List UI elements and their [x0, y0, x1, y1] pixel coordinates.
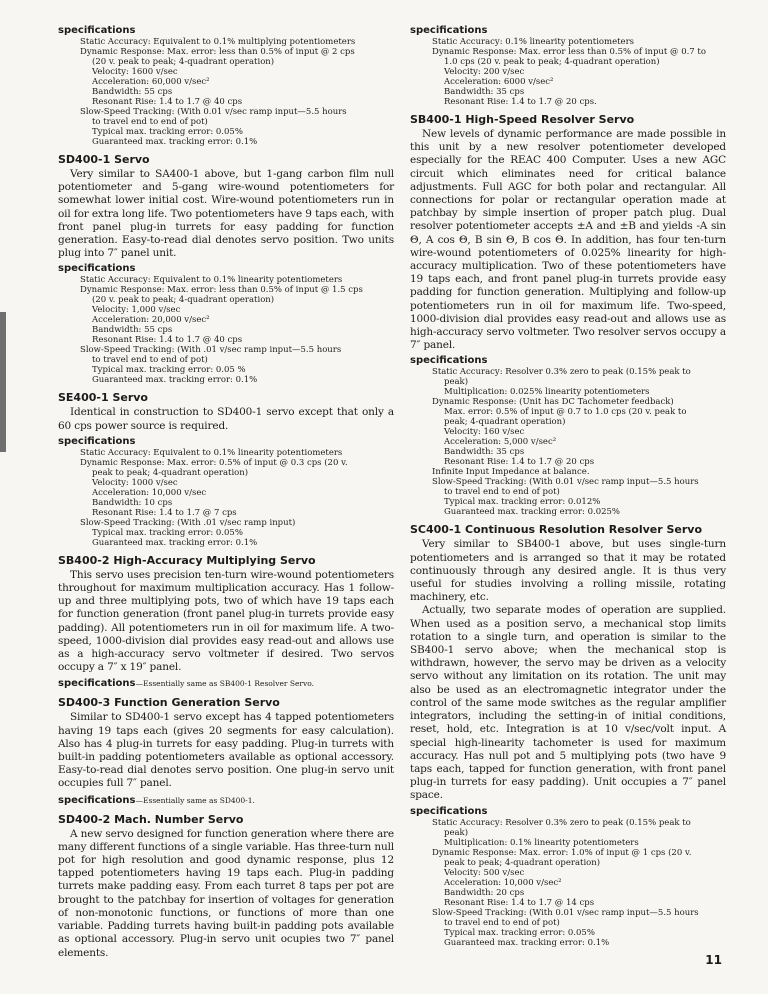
specifications-heading: specifications — [58, 435, 136, 447]
spec-line: to travel end to end of pot) — [444, 917, 560, 928]
spec-line: Static Accuracy: Resolver 0.3% zero to peak (0.15% peak to — [432, 367, 691, 378]
spec-line: Static Accuracy: Equivalent to 0.1% linearity potentiometers — [80, 275, 343, 286]
spec-line: Typical max. tracking error: 0.05 % — [92, 365, 246, 376]
spec-line: Bandwidth: 55 cps — [92, 87, 173, 97]
page-edge-tab — [0, 312, 6, 452]
spec-reference — [58, 677, 394, 690]
spec-line: Bandwidth: 10 cps — [92, 497, 173, 508]
spec-line: to travel end to end of pot) — [92, 117, 208, 127]
section-description: Similar to SD400-1 servo except has 4 tapped potentiometers having 19 taps each (gives 20 segments for easy calculation). Also has 4 plug-in turrets for easy padding. Plug-in turrets with built-in padding potentiometers available as optional accessory. Easy-to-read dial denotes servo position. One plug-in servo unit occupies full 7″ panel. — [58, 711, 394, 790]
spec-line: Resonant Rise: 1.4 to 1.7 @ 20 cps — [444, 457, 595, 468]
spec-line: Slow-Speed Tracking: (With .01 v/sec ramp input—5.5 hours — [80, 345, 342, 356]
spec-line: Dynamic Response: Max. error less than 0.5% of input @ 0.7 to — [432, 47, 706, 57]
spec-line: Static Accuracy: 0.1% linearity potentiometers — [432, 37, 634, 47]
spec-line: Bandwidth: 35 cps — [444, 87, 525, 97]
section-description: Identical in construction to SD400-1 servo except that only a 60 cps power source is required. — [58, 406, 394, 432]
specifications-heading: specifications — [410, 805, 488, 817]
spec-line: Acceleration: 10,000 v/sec — [92, 487, 207, 498]
spec-line: Guaranteed max. tracking error: 0.1% — [92, 537, 258, 548]
specifications-heading: specifications — [410, 355, 488, 367]
spec-line: Acceleration: 20,000 v/sec² — [92, 315, 210, 326]
spec-line: Velocity: 1600 v/sec — [92, 67, 178, 77]
spec-line: Static Accuracy: Equivalent to 0.1% linearity potentiometers — [80, 447, 343, 458]
spec-reference-label: specifications — [58, 678, 136, 690]
spec-line: Slow-Speed Tracking: (With .01 v/sec ramp input) — [80, 517, 296, 528]
spec-line: peak; 4-quadrant operation) — [444, 417, 566, 428]
spec-line: Acceleration: 60,000 v/sec² — [92, 77, 210, 87]
spec-line: Dynamic Response: Max. error: 0.5% of input @ 0.3 cps (20 v. — [80, 457, 348, 468]
spec-line: Static Accuracy: Equivalent to 0.1% multiplying potentiometers — [80, 37, 356, 47]
specifications-heading: specifications — [410, 25, 488, 36]
section-description: Very similar to SA400-1 above, but 1-gang carbon film null potentiometer and 5-gang wire-wound potentiometers for somewhat lower initial cost. Wire-wound potentiometers run in oil for extra long life. Two potentiometers have 9 taps each, with front panel plug-in turrets for easy padding for function generation. Easy-to-read dial denotes servo position. Two units plug into 7″ panel unit. — [58, 168, 394, 260]
spec-reference-text: —Essentially same as SD400-1. — [135, 795, 255, 805]
spec-line: Acceleration: 5,000 v/sec² — [444, 437, 557, 448]
spec-reference — [58, 794, 394, 807]
spec-line: Acceleration: 10,000 v/sec² — [444, 877, 562, 888]
spec-line: (20 v. peak to peak; 4-quadrant operation) — [92, 295, 275, 306]
spec-line: Bandwidth: 55 cps — [92, 325, 173, 336]
section-description: Very similar to SB400-1 above, but uses single-turn potentiometers and is arranged so that it may be rotated continuously through any desired angle. It is thus very useful for studies involving a rolling missile, rotating machinery, etc. — [410, 538, 726, 604]
spec-line: Velocity: 500 v/sec — [444, 867, 525, 878]
spec-line: Typical max. tracking error: 0.05% — [92, 127, 243, 137]
spec-line: peak) — [444, 827, 469, 838]
spec-line: to travel end to end of pot) — [92, 355, 208, 366]
page-number: 11 — [705, 953, 722, 967]
spec-line: peak to peak; 4-quadrant operation) — [444, 857, 601, 868]
spec-line: peak to peak; 4-quadrant operation) — [92, 467, 249, 478]
spec-line: Guaranteed max. tracking error: 0.1% — [92, 375, 258, 386]
section-description: New levels of dynamic performance are made possible in this unit by a new resolver potentiometer developed especially for the REAC 400 Computer. Uses a new AGC circuit which eliminates need for critical balance adjustments. Full AGC for both polar and rectangular. All connections for polar or rectangular operation made at patchbay by simple insertion of proper patch plug. Dual resolver potentiometer accepts ±A and ±B and yields -A sin Θ, A cos Θ, B sin Θ, B cos Θ. In addition, has four ten-turn wire-wound potentiometers of 0.025% linearity for high-accuracy multiplication. Two of these potentiometers have 19 taps each, and front panel plug-in turrets provide easy padding for function generation. Multiplying and follow-up potentiometers run in oil for maximum life. Two-speed, 1000-division dial provides easy read-out and allows use as high-accuracy servo voltmeter. Two resolver servos occupy a 7″ panel. — [410, 128, 726, 352]
spec-line: Slow-Speed Tracking: (With 0.01 v/sec ramp input—5.5 hours — [80, 107, 347, 117]
section-title: SD400-1 Servo — [58, 153, 150, 166]
section-description: Actually, two separate modes of operation are supplied. When used as a position servo, a mechanical stop limits rotation to a single turn, and operation is similar to the SB400-1 servo above; when the mechanical stop is withdrawn, however, the servo may be driven as a velocity servo without any limitation on its rotation. The unit may also be used as an electromagnetic integrator under the control of the same mode switches as the regular amplifier integrators, including the setting-in of initial conditions, reset, hold, etc. Integration is at 10 v/sec/volt input. A special high-linearity tachometer is used for maximum accuracy. Has null pot and 5 multiplying pots (two have 9 taps each, tapped for function generation, with front panel plug-in turrets for easy padding). Unit occupies a 7″ panel space. — [410, 604, 726, 802]
spec-line: Acceleration: 6000 v/sec² — [444, 77, 554, 87]
spec-line: Multiplication: 0.1% linearity potentiometers — [444, 837, 639, 848]
spec-line: Multiplication: 0.025% linearity potentiometers — [444, 387, 650, 398]
spec-reference-label: specifications — [58, 794, 136, 806]
section-title: SB400-1 High-Speed Resolver Servo — [410, 113, 635, 126]
section-title: SB400-2 High-Accuracy Multiplying Servo — [58, 553, 316, 567]
spec-line: Velocity: 200 v/sec — [444, 67, 525, 77]
spec-line: 1.0 cps (20 v. peak to peak; 4-quadrant operation) — [444, 57, 660, 67]
spec-line: Infinite Input Impedance at balance. — [432, 467, 590, 478]
spec-line: Resonant Rise: 1.4 to 1.7 @ 40 cps — [92, 97, 243, 107]
section-title: SE400-1 Servo — [58, 391, 148, 405]
spec-line: Dynamic Response: Max. error: 1.0% of input @ 1 cps (20 v. — [432, 847, 692, 858]
spec-line: Typical max. tracking error: 0.05% — [92, 527, 243, 538]
specifications-heading: specifications — [58, 25, 136, 36]
spec-line: to travel end to end of pot) — [444, 487, 560, 498]
spec-line: Slow-Speed Tracking: (With 0.01 v/sec ramp input—5.5 hours — [432, 907, 699, 918]
spec-line: Slow-Speed Tracking: (With 0.01 v/sec ramp input—5.5 hours — [432, 477, 699, 488]
spec-line: Dynamic Response: Max. error: less than 0.5% of input @ 2 cps — [80, 47, 355, 57]
spec-line: Velocity: 1000 v/sec — [92, 477, 178, 488]
left-column — [58, 22, 394, 960]
spec-line: Guaranteed max. tracking error: 0.1% — [92, 137, 258, 147]
spec-line: Dynamic Response: (Unit has DC Tachometer feedback) — [432, 397, 674, 408]
spec-line: peak) — [444, 377, 469, 388]
spec-line: Typical max. tracking error: 0.05% — [444, 927, 595, 938]
spec-line: Bandwidth: 35 cps — [444, 447, 525, 458]
spec-line: Resonant Rise: 1.4 to 1.7 @ 14 cps — [444, 897, 595, 908]
spec-line: Dynamic Response: Max. error: less than 0.5% of input @ 1.5 cps — [80, 285, 363, 296]
spec-line: Velocity: 1,000 v/sec — [92, 305, 181, 316]
spec-line: Guaranteed max. tracking error: 0.025% — [444, 507, 620, 518]
spec-line: Resonant Rise: 1.4 to 1.7 @ 20 cps. — [444, 97, 597, 107]
spec-line: Resonant Rise: 1.4 to 1.7 @ 40 cps — [92, 335, 243, 346]
spec-line: Max. error: 0.5% of input @ 0.7 to 1.0 cps (20 v. peak to — [444, 407, 687, 418]
spec-line: (20 v. peak to peak; 4-quadrant operation) — [92, 57, 275, 67]
spec-line: Typical max. tracking error: 0.012% — [444, 497, 601, 508]
spec-line: Bandwidth: 20 cps — [444, 887, 525, 898]
right-column — [410, 22, 726, 948]
specifications-heading: specifications — [58, 263, 136, 275]
spec-line: Static Accuracy: Resolver 0.3% zero to peak (0.15% peak to — [432, 817, 691, 828]
spec-line: Velocity: 160 v/sec — [444, 427, 525, 438]
section-description: This servo uses precision ten-turn wire-wound potentiometers throughout for maximum multiplication accuracy. Has 1 follow-up and three multiplying pots, two of which have 19 taps each for function generation (front panel plug-in turrets provide easy padding). All potentiometers run in oil for maximum life. A two-speed, 1000-division dial provides easy read-out and allows use as a high-accuracy servo voltmeter if desired. Two servos occupy a 7″ x 19″ panel. — [58, 568, 394, 674]
spec-reference-text: —Essentially same as SB400-1 Resolver Servo. — [135, 679, 315, 689]
spec-line: Guaranteed max. tracking error: 0.1% — [444, 937, 610, 948]
section-title: SC400-1 Continuous Resolution Resolver Servo — [410, 523, 703, 537]
section-title: SD400-3 Function Generation Servo — [58, 696, 280, 710]
section-title: SD400-2 Mach. Number Servo — [58, 812, 244, 826]
section-description: A new servo designed for function generation where there are many different functions of a single variable. Has three-turn null pot for high resolution and good dynamic response, plus 12 tapped potentiometers having 19 taps each. Plug-in padding turrets make padding easy. From each turret 8 taps per pot are brought to the patchbay for insertion of voltages for generation of non-monotonic functions, or functions of more than one variable. Padding turrets having built-in padding pots available as optional accessory. Plug-in servo unit ocupies two 7″ panel elements. — [58, 827, 394, 959]
spec-line: Resonant Rise: 1.4 to 1.7 @ 7 cps — [92, 507, 237, 518]
